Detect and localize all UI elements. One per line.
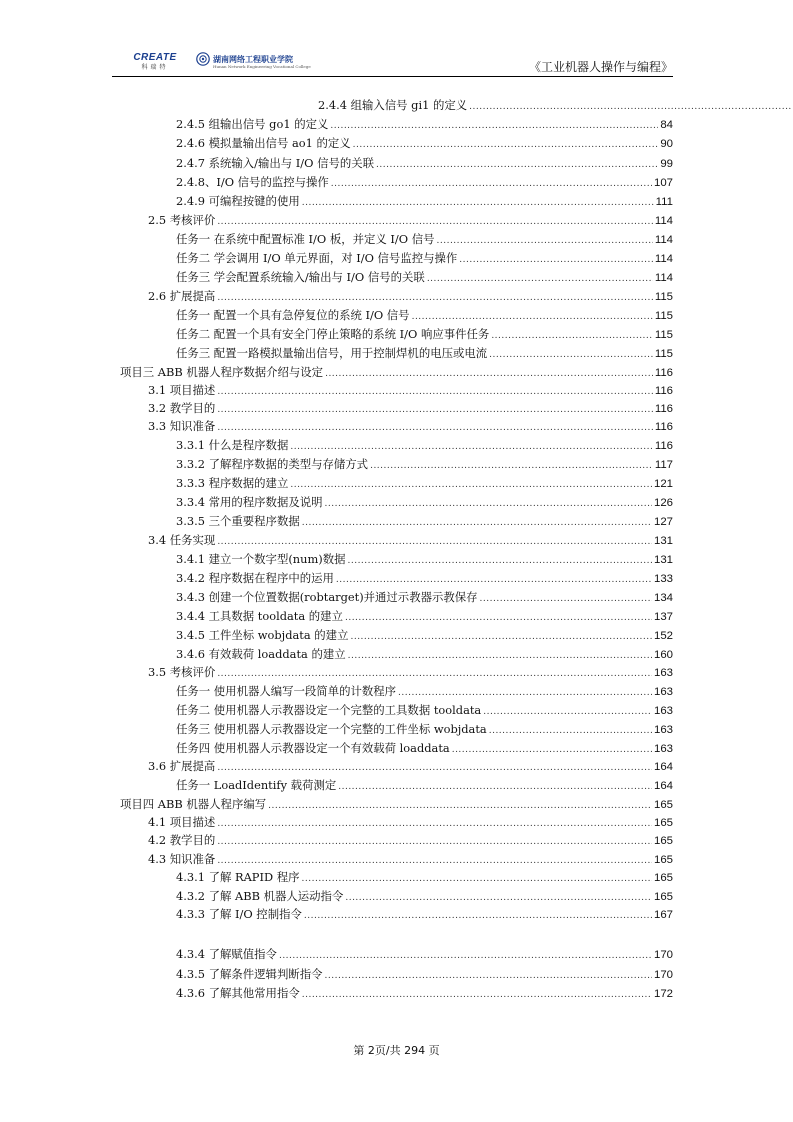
toc-entry-title: 3.4.3 创建一个位置数据(robtarget)并通过示教器示教保存 (176, 590, 478, 604)
toc-entry-title: 3.2 教学目的 (148, 401, 216, 415)
toc-entry (176, 946, 673, 962)
toc-entry-page: 84 (660, 119, 673, 131)
toc-entry (176, 326, 673, 342)
toc-entry (176, 193, 673, 209)
toc-entry-title: 4.3.5 了解条件逻辑判断指令 (176, 967, 323, 981)
toc-entry-page: 90 (660, 138, 673, 150)
toc-entry (176, 888, 673, 904)
toc-entry-title: 4.3.1 了解 RAPID 程序 (176, 870, 300, 884)
toc-entry-page: 160 (653, 649, 673, 661)
toc-leader-dots (302, 515, 652, 531)
toc-entry-title: 4.3.4 了解赋值指令 (176, 947, 277, 961)
toc-leader-dots (302, 871, 652, 887)
create-logo-subtitle: 科瑞特 (141, 64, 169, 71)
toc-leader-dots (217, 534, 652, 550)
toc-entry (176, 740, 673, 756)
toc-entry (148, 288, 673, 304)
toc-leader-dots (348, 648, 652, 664)
toc-entry (176, 702, 673, 718)
toc-entry-title: 项目四 ABB 机器人程序编写 (120, 797, 267, 811)
toc-entry-page: 115 (654, 291, 673, 303)
toc-entry-title: 4.3.3 了解 I/O 控制指令 (176, 907, 302, 921)
toc-leader-dots (345, 890, 652, 906)
toc-entry (148, 814, 673, 830)
toc-entry-page: 163 (653, 667, 673, 679)
toc-entry-title: 4.2 教学目的 (148, 833, 216, 847)
toc-entry (148, 832, 673, 848)
toc-entry-title: 2.6 扩展提高 (148, 289, 216, 303)
toc-entry (318, 97, 793, 113)
toc-entry (148, 664, 673, 680)
toc-entry-page: 164 (653, 780, 673, 792)
toc-leader-dots (412, 309, 653, 325)
toc-entry-page: 114 (654, 272, 673, 284)
toc-leader-dots (217, 853, 652, 869)
toc-entry-page: 163 (653, 686, 673, 698)
toc-entry (176, 513, 673, 529)
toc-entry-title: 3.3.2 了解程序数据的类型与存储方式 (176, 457, 369, 471)
toc-leader-dots (353, 137, 659, 153)
toc-entry-title: 任务三 使用机器人示教器设定一个完整的工件坐标 wobjdata (176, 722, 487, 736)
toc-entry (148, 400, 673, 416)
toc-entry-page: 165 (653, 872, 673, 884)
toc-entry (176, 869, 673, 885)
toc-leader-dots (325, 496, 652, 512)
toc-entry-page: 172 (653, 988, 673, 1000)
toc-leader-dots (345, 610, 652, 626)
toc-entry-title: 3.1 项目描述 (148, 383, 216, 397)
toc-leader-dots (437, 233, 653, 249)
toc-leader-dots (290, 477, 652, 493)
toc-leader-dots (338, 779, 652, 795)
toc-entry (148, 382, 673, 398)
toc-entry-title: 2.4.4 组输入信号 gi1 的定义 (318, 98, 468, 112)
toc-entry-page: 115 (654, 348, 673, 360)
toc-entry (176, 269, 673, 285)
toc-entry-title: 3.4.5 工件坐标 wobjdata 的建立 (176, 628, 349, 642)
toc-entry-title: 任务三 配置一路模拟量输出信号，用于控制焊机的电压或电流 (176, 346, 488, 360)
toc-entry (176, 174, 673, 190)
toc-entry (176, 683, 673, 699)
toc-entry-page: 115 (654, 329, 673, 341)
toc-leader-dots (459, 252, 653, 268)
toc-entry (176, 777, 673, 793)
toc-leader-dots (336, 572, 652, 588)
toc-entry-page: 121 (653, 478, 673, 490)
toc-leader-dots (347, 553, 652, 569)
toc-entry-page: 116 (654, 440, 673, 452)
toc-leader-dots (217, 384, 653, 400)
toc-entry-title: 4.3.2 了解 ABB 机器人运动指令 (176, 889, 344, 903)
toc-leader-dots (330, 118, 658, 134)
toc-entry-page: 131 (653, 554, 673, 566)
toc-entry-page: 167 (653, 909, 673, 921)
toc-leader-dots (483, 704, 652, 720)
document-title: 《工业机器人操作与编程》 (528, 60, 673, 74)
toc-entry-page: 163 (653, 743, 673, 755)
toc-leader-dots (491, 328, 653, 344)
toc-leader-dots (304, 908, 652, 924)
toc-entry (176, 155, 673, 171)
toc-entry-page: 165 (653, 817, 673, 829)
toc-leader-dots (469, 99, 791, 115)
create-logo: CREATE (133, 52, 177, 63)
toc-leader-dots (217, 760, 652, 776)
toc-entry (176, 570, 673, 586)
toc-entry-page: 165 (653, 891, 673, 903)
toc-entry-title: 任务二 学会调用 I/O 单元界面，对 I/O 信号监控与操作 (176, 251, 458, 265)
toc-entry-page: 134 (653, 592, 673, 604)
toc-entry-title: 3.3.4 常用的程序数据及说明 (176, 495, 323, 509)
toc-leader-dots (217, 290, 653, 306)
toc-entry-title: 任务一 使用机器人编写一段简单的计数程序 (176, 684, 397, 698)
toc-entry-title: 3.4.2 程序数据在程序中的运用 (176, 571, 334, 585)
toc-leader-dots (290, 439, 652, 455)
toc-entry-page: 137 (653, 611, 673, 623)
toc-entry-page: 114 (654, 234, 673, 246)
toc-leader-dots (325, 968, 652, 984)
toc-entry-page: 163 (653, 705, 673, 717)
toc-entry-title: 3.4.4 工具数据 tooldata 的建立 (176, 609, 343, 623)
toc-entry-title: 2.4.5 组输出信号 go1 的定义 (176, 117, 329, 131)
toc-entry-page: 170 (653, 969, 673, 981)
toc-entry (176, 721, 673, 737)
toc-entry (176, 646, 673, 662)
toc-leader-dots (217, 214, 653, 230)
toc-leader-dots (370, 458, 653, 474)
toc-entry (120, 796, 673, 812)
toc-entry-page: 111 (655, 196, 673, 208)
toc-entry-title: 4.1 项目描述 (148, 815, 216, 829)
toc-entry-title: 任务三 学会配置系统输入/输出与 I/O 信号的关联 (176, 270, 425, 284)
school-name: 湖南网络工程职业学院 (213, 54, 293, 64)
toc-leader-dots (325, 366, 653, 382)
toc-entry-page: 164 (653, 761, 673, 773)
toc-entry-page: 152 (653, 630, 673, 642)
toc-entry (176, 231, 673, 247)
toc-leader-dots (302, 195, 654, 211)
toc-entry (176, 135, 673, 151)
toc-entry (176, 307, 673, 323)
toc-entry-title: 3.5 考核评价 (148, 665, 216, 679)
toc-entry-title: 3.3 知识准备 (148, 419, 216, 433)
toc-entry-title: 2.4.7 系统输入/输出与 I/O 信号的关联 (176, 156, 375, 170)
toc-entry (148, 212, 673, 228)
toc-leader-dots (217, 420, 653, 436)
toc-entry-page: 114 (654, 253, 673, 265)
toc-entry-title: 4.3 知识准备 (148, 852, 216, 866)
toc-entry-page: 115 (654, 310, 673, 322)
toc-leader-dots (217, 666, 652, 682)
toc-entry-page: 116 (654, 403, 673, 415)
toc-entry-title: 任务一 LoadIdentify 载荷测定 (176, 778, 337, 792)
toc-entry (148, 758, 673, 774)
toc-entry (176, 345, 673, 361)
toc-entry-title: 3.3.5 三个重要程序数据 (176, 514, 300, 528)
toc-entry-page: 126 (653, 497, 673, 509)
toc-leader-dots (376, 157, 658, 173)
toc-entry (176, 475, 673, 491)
toc-entry-page: 131 (653, 535, 673, 547)
toc-entry-page: 116 (654, 367, 673, 379)
toc-leader-dots (279, 948, 652, 964)
school-subtitle: Hunan Network Engineering Vocational College (213, 64, 311, 69)
toc-entry-title: 2.5 考核评价 (148, 213, 216, 227)
toc-entry (148, 532, 673, 548)
toc-leader-dots (331, 176, 652, 192)
toc-entry-page: 116 (654, 385, 673, 397)
toc-leader-dots (217, 402, 653, 418)
toc-entry-page: 99 (660, 158, 673, 170)
toc-entry-page: 163 (653, 724, 673, 736)
toc-leader-dots (217, 834, 652, 850)
toc-leader-dots (302, 987, 652, 1003)
toc-leader-dots (480, 591, 652, 607)
toc-entry (176, 589, 673, 605)
toc-leader-dots (489, 723, 652, 739)
toc-entry (148, 851, 673, 867)
toc-entry-title: 3.4.1 建立一个数字型(num)数据 (176, 552, 346, 566)
page-number: 第 2页/共 294 页 (353, 1044, 440, 1057)
toc-entry-page: 170 (653, 949, 673, 961)
toc-entry-title: 任务四 使用机器人示教器设定一个有效载荷 loaddata (176, 741, 450, 755)
toc-entry-title: 3.4.6 有效载荷 loaddata 的建立 (176, 647, 346, 661)
toc-entry-page: 127 (653, 516, 673, 528)
toc-entry-page: 165 (653, 854, 673, 866)
toc-entry-title: 2.4.9 可编程按键的使用 (176, 194, 300, 208)
toc-entry-title: 3.3.1 什么是程序数据 (176, 438, 289, 452)
toc-entry (148, 418, 673, 434)
toc-entry (176, 437, 673, 453)
toc-entry (176, 608, 673, 624)
toc-entry-title: 任务一 在系统中配置标准 I/O 板，并定义 I/O 信号 (176, 232, 435, 246)
toc-entry-page: 133 (653, 573, 673, 585)
toc-entry-title: 任务二 使用机器人示教器设定一个完整的工具数据 tooldata (176, 703, 482, 717)
toc-entry (176, 906, 673, 922)
toc-entry-page: 107 (653, 177, 673, 189)
toc-leader-dots (350, 629, 652, 645)
toc-entry-title: 任务二 配置一个具有安全门停止策略的系统 I/O 响应事件任务 (176, 327, 490, 341)
toc-entry (176, 985, 673, 1001)
toc-entry-page: 114 (654, 215, 673, 227)
toc-entry-title: 3.4 任务实现 (148, 533, 216, 547)
toc-entry (176, 551, 673, 567)
toc-leader-dots (398, 685, 652, 701)
toc-entry-page: 116 (654, 421, 673, 433)
toc-entry (176, 494, 673, 510)
toc-entry-title: 任务一 配置一个具有急停复位的系统 I/O 信号 (176, 308, 410, 322)
toc-leader-dots (268, 798, 652, 814)
toc-entry (120, 364, 673, 380)
toc-entry (176, 456, 673, 472)
toc-entry-title: 3.6 扩展提高 (148, 759, 216, 773)
toc-leader-dots (427, 271, 653, 287)
toc-entry-title: 2.4.6 模拟量输出信号 ao1 的定义 (176, 136, 351, 150)
toc-entry-page: 117 (654, 459, 673, 471)
toc-entry-title: 2.4.8、I/O 信号的监控与操作 (176, 175, 329, 189)
toc-entry-page: 165 (653, 835, 673, 847)
toc-entry-title: 项目三 ABB 机器人程序数据介绍与设定 (120, 365, 324, 379)
toc-entry (176, 627, 673, 643)
toc-leader-dots (489, 347, 653, 363)
toc-entry-title: 4.3.6 了解其他常用指令 (176, 986, 300, 1000)
toc-entry-title: 3.3.3 程序数据的建立 (176, 476, 289, 490)
toc-entry (176, 250, 673, 266)
toc-leader-dots (217, 816, 652, 832)
toc-entry (176, 116, 673, 132)
toc-entry-page: 165 (653, 799, 673, 811)
toc-leader-dots (452, 742, 652, 758)
toc-entry (176, 966, 673, 982)
